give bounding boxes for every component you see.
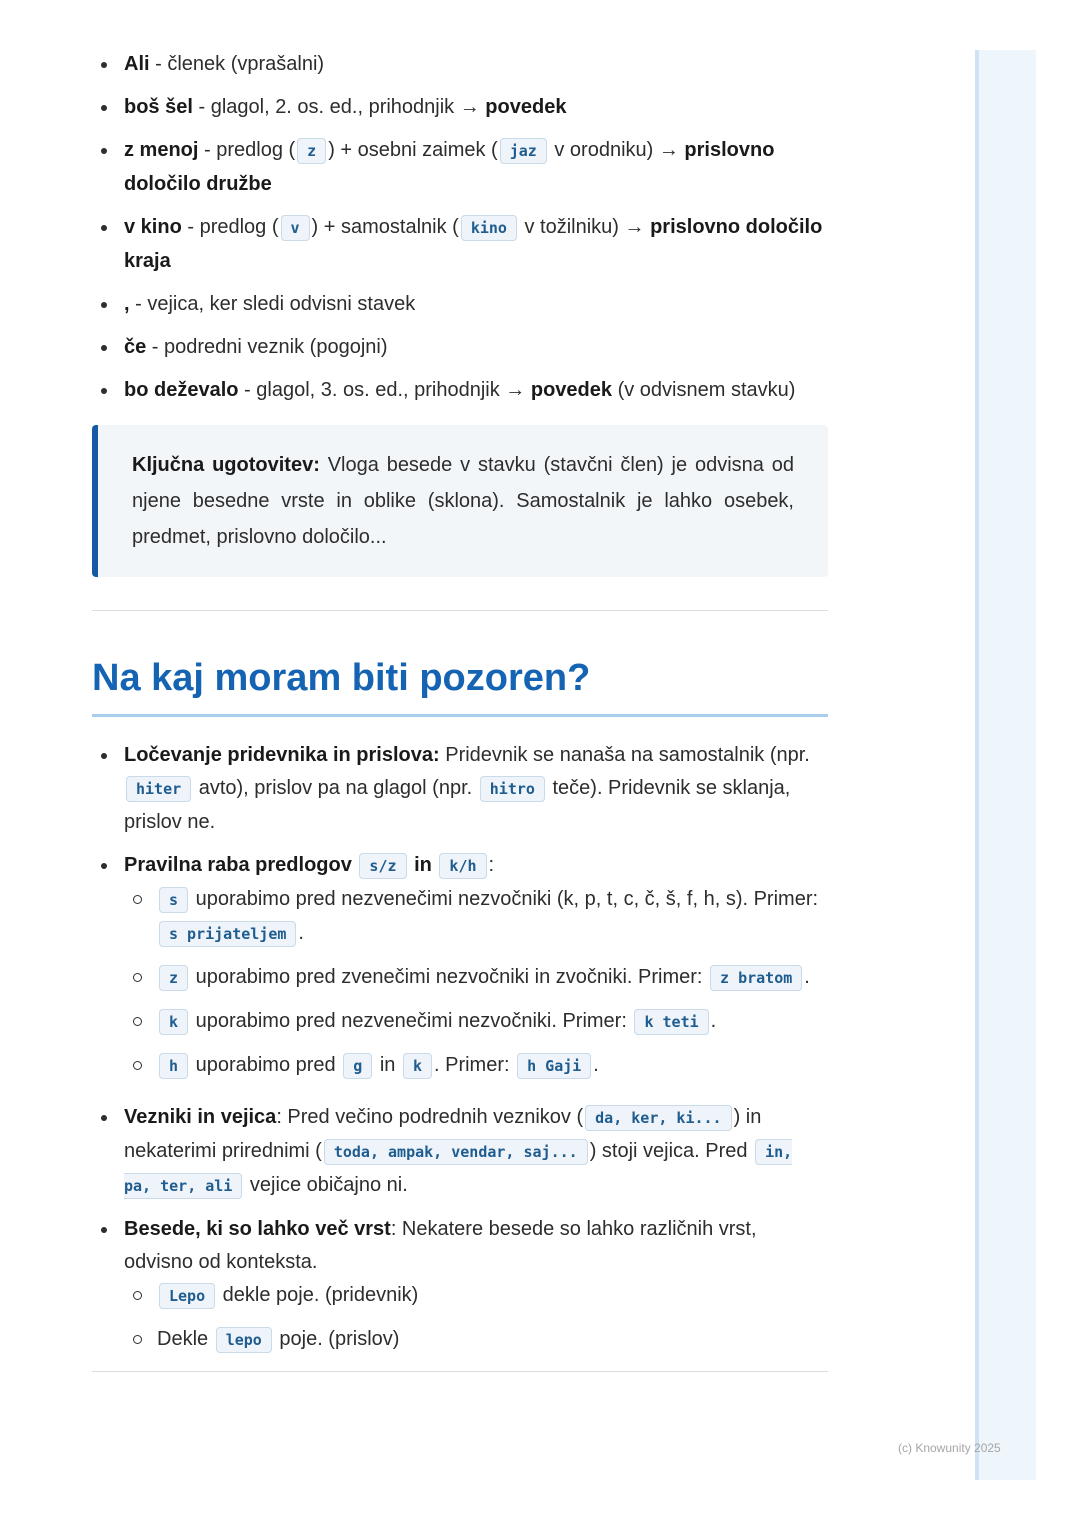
list-item: , - vejica, ker sledi odvisni stavek [92,288,828,321]
code-chip: z bratom [710,965,802,991]
code-chip: h Gaji [517,1053,591,1079]
divider [92,1371,828,1372]
code-chip: s/z [359,853,406,879]
code-chip: lepo [216,1327,272,1353]
code-chip: v [281,215,310,241]
code-chip: kino [461,215,517,241]
callout-text: Vloga besede v stavku (stavčni člen) je odvisna od njene besedne vrste in oblike (sklona). Samostalnik je lahko osebek, predmet, prislovno določilo... [132,454,794,548]
code-chip: in, pa, ter, ali [124,1139,792,1199]
code-chip: s prijateljem [159,921,296,947]
code-chip: g [343,1053,372,1079]
sub-list-item: k uporabimo pred nezvenečimi nezvočniki. Primer: k teti . [124,1005,828,1039]
code-chip: z [159,965,188,991]
code-chip: s [159,887,188,913]
code-chip: hitro [480,776,545,802]
code-chip: da, ker, ki... [585,1105,731,1131]
list-item: Ali - členek (vprašalni) [92,48,828,81]
list-item: v kino - predlog ( v ) + samostalnik ( kino v tožilniku) → prislovno določilo kraja [92,211,828,278]
callout-label: Ključna ugotovitev: [132,454,320,476]
document-content [92,48,828,1372]
code-chip: Lepo [159,1283,215,1309]
code-chip: k [403,1053,432,1079]
sub-list-item: Dekle lepo poje. (prislov) [124,1323,828,1357]
key-finding-callout [92,425,828,577]
code-chip: k teti [634,1009,708,1035]
list-item: bo deževalo - glagol, 3. os. ed., prihodnjik → povedek (v odvisnem stavku) [92,374,828,407]
sub-list [124,1279,828,1357]
list-item: Vezniki in vejica: Pred večino podrednih veznikov ( da, ker, ki... ) in nekaterimi prirednimi ( toda, ampak, vendar, saj... ) stoji vejica. Pred in, pa, ter, ali vejice običajno ni. [92,1101,828,1203]
code-chip: k [159,1009,188,1035]
analysis-list [92,48,828,407]
sub-list-item: s uporabimo pred nezvenečimi nezvočniki (k, p, t, c, č, š, f, h, s). Primer: s prijateljem . [124,883,828,951]
code-chip: h [159,1053,188,1079]
code-chip: z [297,138,326,164]
sub-list [124,883,828,1083]
list-item: če - podredni veznik (pogojni) [92,331,828,364]
divider [92,610,828,611]
sub-list-item: Lepo dekle poje. (pridevnik) [124,1279,828,1313]
list-item: boš šel - glagol, 2. os. ed., prihodnjik → povedek [92,91,828,124]
copyright-footer: (c) Knowunity 2025 [898,1441,1001,1455]
sub-list-item: h uporabimo pred g in k . Primer: h Gaji . [124,1049,828,1083]
page-sidebar [975,50,1036,1480]
code-chip: toda, ampak, vendar, saj... [324,1139,588,1165]
section-heading: Na kaj moram biti pozoren? [92,657,828,717]
list-item: Besede, ki so lahko več vrst: Nekatere besede so lahko različnih vrst, odvisno od konteksta. Lepo dekle poje. (pridevnik) Dekle lepo poje. (prislov) [92,1213,828,1357]
list-item: Ločevanje pridevnika in prislova: Pridevnik se nanaša na samostalnik (npr. hiter avto), prislov pa na glagol (npr. hitro teče). Pridevnik se sklanja, prislov ne. [92,739,828,839]
sub-list-item: z uporabimo pred zvenečimi nezvočniki in zvočniki. Primer: z bratom . [124,961,828,995]
list-item: Pravilna raba predlogov s/z in k/h : s uporabimo pred nezvenečimi nezvočniki (k, p, t, c, č, š, f, h, s). Primer: s prijateljem . z uporabimo pred zvenečimi nezvočniki in zvočniki. Primer: z bratom . k uporabimo pred nezvenečimi nezvočniki. Primer: k teti . h uporabimo pred g in k . Primer: h Gaji . [92,849,828,1083]
code-chip: jaz [500,138,547,164]
list-item: z menoj - predlog ( z ) + osebni zaimek ( jaz v orodniku) → prislovno določilo družbe [92,134,828,201]
code-chip: k/h [439,853,486,879]
code-chip: hiter [126,776,191,802]
tips-list [92,739,828,1357]
